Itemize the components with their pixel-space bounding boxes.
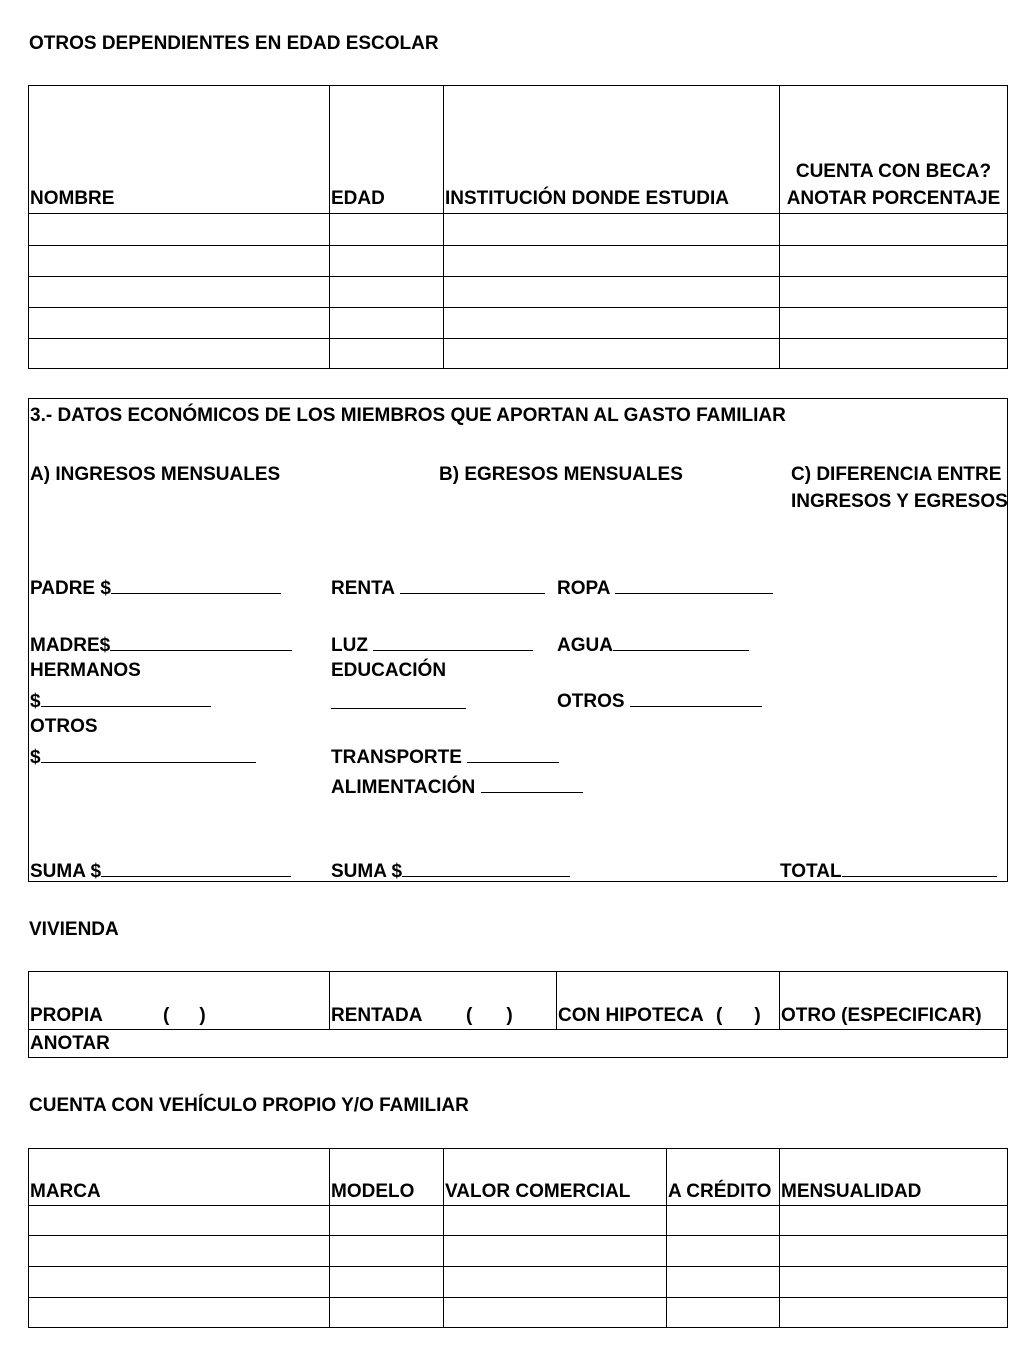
dependents-heading: OTROS DEPENDIENTES EN EDAD ESCOLAR <box>29 33 439 54</box>
otros-egresos-field[interactable] <box>630 688 762 707</box>
transporte-field[interactable] <box>467 744 559 763</box>
padre-label: PADRE $ <box>30 575 281 601</box>
rentada-label: RENTADA <box>331 1005 423 1026</box>
economic-heading: 3.- DATOS ECONÓMICOS DE LOS MIEMBROS QUE APORTAN AL GASTO FAMILIAR <box>30 405 786 426</box>
table-row[interactable] <box>29 1206 1007 1235</box>
column-header-a-credito: A CRÉDITO <box>668 1181 772 1202</box>
ingresos-heading: A) INGRESOS MENSUALES <box>30 464 281 485</box>
suma-ingresos-label: SUMA $ <box>30 858 291 884</box>
column-header-modelo: MODELO <box>331 1181 415 1202</box>
column-header-marca: MARCA <box>30 1181 101 1202</box>
column-header-nombre: NOMBRE <box>30 188 115 209</box>
table-row[interactable] <box>29 339 1007 368</box>
total-label: TOTAL <box>780 858 997 884</box>
anotar-field[interactable] <box>120 1030 1006 1057</box>
table-row[interactable] <box>29 277 1007 307</box>
propia-checkbox[interactable]: ( ) <box>163 1005 206 1026</box>
luz-field[interactable] <box>373 632 533 651</box>
column-header-porcentaje: ANOTAR PORCENTAJE <box>786 188 1001 209</box>
diferencia-heading-line2: INGRESOS Y EGRESOS <box>791 491 1008 512</box>
agua-field[interactable] <box>613 632 749 651</box>
table-row[interactable] <box>29 1236 1007 1266</box>
otros-ingresos-dollar: $ <box>30 744 256 770</box>
hermanos-dollar: $ <box>30 688 211 714</box>
column-header-valor-comercial: VALOR COMERCIAL <box>445 1181 631 1202</box>
educacion-label: EDUCACIÓN <box>331 660 447 681</box>
otro-especificar-label: OTRO (ESPECIFICAR) <box>781 1005 982 1026</box>
hermanos-field[interactable] <box>41 688 211 707</box>
madre-label: MADRE$ <box>30 632 292 658</box>
otros-egresos-label: OTROS <box>557 688 762 714</box>
otros-ingresos-label: OTROS <box>30 716 98 737</box>
table-row[interactable] <box>29 214 1007 245</box>
vivienda-heading: VIVIENDA <box>29 919 119 940</box>
column-header-beca: CUENTA CON BECA? <box>795 161 992 182</box>
educacion-field[interactable] <box>331 688 466 710</box>
diferencia-heading-line1: C) DIFERENCIA ENTRE <box>791 464 1002 485</box>
propia-label: PROPIA <box>30 1005 103 1026</box>
otros-ingresos-field[interactable] <box>41 744 256 763</box>
ropa-label: ROPA <box>557 575 773 601</box>
hipoteca-checkbox[interactable]: ( ) <box>716 1005 761 1026</box>
total-field[interactable] <box>842 858 997 877</box>
table-row[interactable] <box>29 308 1007 338</box>
table-row[interactable] <box>29 1298 1007 1327</box>
suma-egresos-field[interactable] <box>402 858 570 877</box>
agua-label: AGUA <box>557 632 749 658</box>
hermanos-label: HERMANOS <box>30 660 141 681</box>
egresos-heading: B) EGRESOS MENSUALES <box>439 464 683 485</box>
alimentacion-label: ALIMENTACIÓN <box>331 774 583 800</box>
vehiculo-heading: CUENTA CON VEHÍCULO PROPIO Y/O FAMILIAR <box>29 1095 469 1116</box>
table-row[interactable] <box>29 246 1007 276</box>
madre-field[interactable] <box>110 632 292 651</box>
column-header-mensualidad: MENSUALIDAD <box>781 1181 922 1202</box>
luz-label: LUZ <box>331 632 533 658</box>
padre-field[interactable] <box>111 575 281 594</box>
suma-egresos-label: SUMA $ <box>331 858 570 884</box>
alimentacion-field[interactable] <box>481 774 583 793</box>
renta-field[interactable] <box>400 575 545 594</box>
transporte-label: TRANSPORTE <box>331 744 559 770</box>
column-header-institucion: INSTITUCIÓN DONDE ESTUDIA <box>445 188 729 209</box>
hipoteca-label: CON HIPOTECA <box>558 1005 704 1026</box>
renta-label: RENTA <box>331 575 545 601</box>
table-row[interactable] <box>29 1267 1007 1297</box>
rentada-checkbox[interactable]: ( ) <box>466 1005 513 1026</box>
ropa-field[interactable] <box>615 575 773 594</box>
suma-ingresos-field[interactable] <box>101 858 291 877</box>
anotar-label: ANOTAR <box>30 1033 110 1054</box>
column-header-edad: EDAD <box>331 188 385 209</box>
